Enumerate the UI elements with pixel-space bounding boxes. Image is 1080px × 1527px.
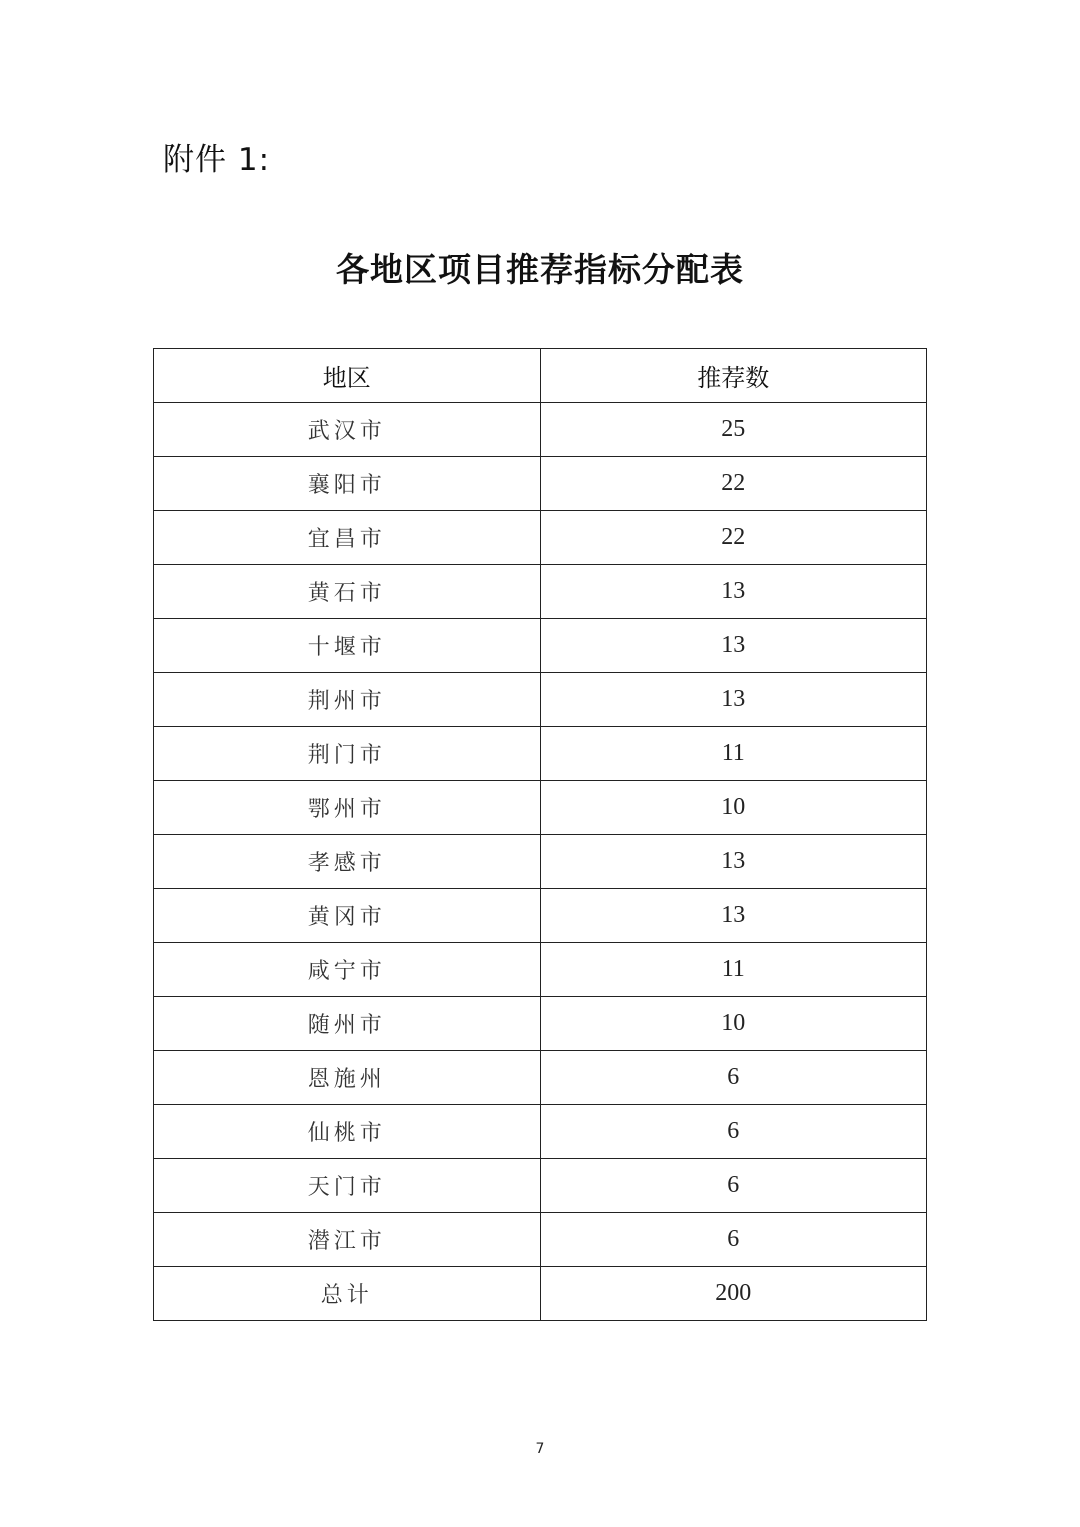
table-total-row [154,1267,927,1321]
count-cell: 25 [540,403,927,457]
count-cell: 13 [540,673,927,727]
region-cell: 荆州市 [154,673,541,727]
region-cell: 天门市 [154,1159,541,1213]
count-cell: 6 [540,1159,927,1213]
table-row [154,1213,927,1267]
count-cell: 6 [540,1213,927,1267]
table-row [154,403,927,457]
count-cell: 10 [540,997,927,1051]
region-cell: 武汉市 [154,403,541,457]
table-row [154,889,927,943]
region-cell: 黄石市 [154,565,541,619]
table-row [154,1159,927,1213]
total-value-cell: 200 [540,1267,927,1321]
region-cell: 襄阳市 [154,457,541,511]
table-row [154,673,927,727]
table-row [154,1051,927,1105]
count-cell: 22 [540,511,927,565]
table-row [154,835,927,889]
region-cell: 宜昌市 [154,511,541,565]
count-cell: 11 [540,943,927,997]
table-row [154,457,927,511]
region-cell: 潜江市 [154,1213,541,1267]
table-row [154,781,927,835]
table-row [154,997,927,1051]
region-cell: 随州市 [154,997,541,1051]
table-row [154,727,927,781]
count-cell: 13 [540,835,927,889]
count-cell: 22 [540,457,927,511]
header-count: 推荐数 [540,349,927,403]
header-region: 地区 [154,349,541,403]
region-cell: 荆门市 [154,727,541,781]
count-cell: 13 [540,889,927,943]
count-cell: 6 [540,1105,927,1159]
count-cell: 6 [540,1051,927,1105]
region-cell: 孝感市 [154,835,541,889]
table-row [154,565,927,619]
region-cell: 恩施州 [154,1051,541,1105]
document-title: 各地区项目推荐指标分配表 [336,250,744,289]
count-cell: 10 [540,781,927,835]
table-row [154,943,927,997]
table-row [154,619,927,673]
count-cell: 11 [540,727,927,781]
attachment-label: 附件 1: [163,142,271,178]
region-cell: 仙桃市 [154,1105,541,1159]
count-cell: 13 [540,565,927,619]
table-row [154,1105,927,1159]
allocation-table [153,348,927,1321]
region-cell: 鄂州市 [154,781,541,835]
region-cell: 十堰市 [154,619,541,673]
region-cell: 咸宁市 [154,943,541,997]
table-header-row [154,349,927,403]
page-number: 7 [535,1441,545,1457]
region-cell: 黄冈市 [154,889,541,943]
total-label-cell: 总计 [154,1267,541,1321]
count-cell: 13 [540,619,927,673]
table-row [154,511,927,565]
